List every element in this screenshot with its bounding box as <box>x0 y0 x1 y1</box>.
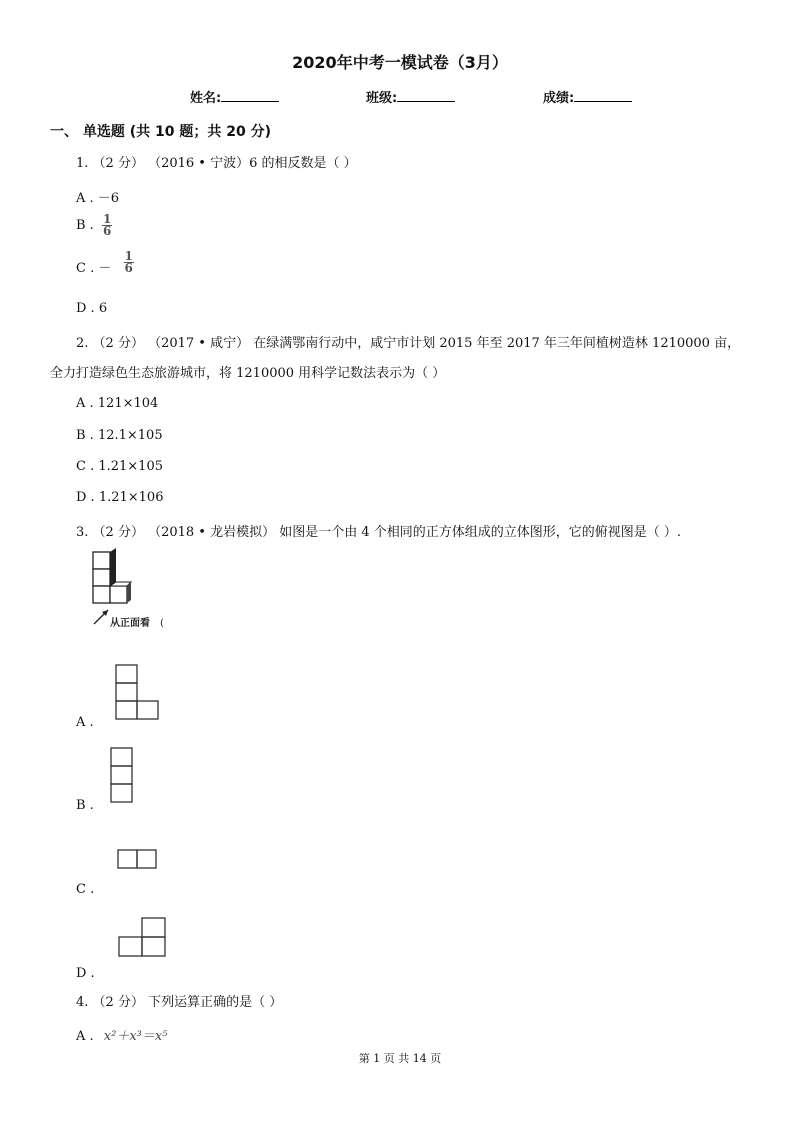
class-field <box>366 87 455 106</box>
q1-option-c <box>76 249 134 280</box>
q1-option-b-label: B . <box>76 218 94 233</box>
name-field <box>190 87 279 106</box>
q3-option-b: B . <box>76 798 94 813</box>
q2-stem-line1: 2. （2 分） （2017 • 咸宁） 在绿满鄂南行动中，咸宁市计划 2015 年至 2017 年三年间植树造林 1210000 亩， <box>76 336 741 351</box>
q3-option-c-figure <box>116 848 160 872</box>
fraction-denominator: 6 <box>124 261 133 275</box>
cube-face <box>93 552 110 569</box>
q4-option-a-label: A . <box>76 1029 94 1044</box>
figure-caption-mark: ( <box>160 618 164 629</box>
class-label: 班级: <box>366 91 398 106</box>
class-blank <box>397 89 455 102</box>
score-field <box>543 87 632 106</box>
q2-option-a: A . 121×104 <box>76 396 159 411</box>
name-blank <box>221 89 279 102</box>
q3-option-a-figure <box>114 663 162 723</box>
q1-option-b <box>76 214 112 237</box>
q2-option-b: B . 12.1×105 <box>76 428 163 443</box>
q3-option-c: C . <box>76 882 95 897</box>
q3-option-a: A . <box>76 715 94 730</box>
score-label: 成绩: <box>543 91 575 106</box>
q3-option-d-figure <box>116 916 170 960</box>
name-label: 姓名: <box>190 91 222 106</box>
score-blank <box>574 89 632 102</box>
q4-option-a-formula: x²＋x³＝x⁵ <box>103 1029 168 1044</box>
exam-title: 2020年中考一模试卷（3月） <box>292 53 508 72</box>
cube-face <box>110 586 127 603</box>
q3-option-d: D . <box>76 966 95 981</box>
cube-face <box>93 569 110 586</box>
cube-shadow-side <box>110 548 116 586</box>
figure-caption: 从正面看 <box>110 618 150 629</box>
q4-option-a <box>76 1025 167 1044</box>
q1-option-a: A . －6 <box>76 191 120 206</box>
q4-stem: 4. （2 分） 下列运算正确的是（ ） <box>76 995 283 1010</box>
page-footer: 第 1 页 共 14 页 <box>358 1052 442 1065</box>
fraction-denominator: 6 <box>102 224 112 238</box>
q1-option-d: D . 6 <box>76 301 108 316</box>
q2-option-d: D . 1.21×106 <box>76 490 164 505</box>
q1-fraction-b <box>102 214 112 237</box>
section-heading: 一、 单选题 (共 10 题；共 20 分) <box>50 124 272 140</box>
q2-stem-line2: 全力打造绿色生态旅游城市，将 1210000 用科学记数法表示为（ ） <box>50 366 446 381</box>
q3-3d-figure <box>88 548 172 636</box>
q1-option-c-label: C . － <box>76 261 112 276</box>
q1-fraction-c <box>124 251 134 274</box>
q3-option-b-figure <box>109 746 137 806</box>
q2-option-c: C . 1.21×105 <box>76 459 163 474</box>
q3-stem: 3. （2 分） （2018 • 龙岩模拟） 如图是一个由 4 个相同的正方体组成的立体图形，它的俯视图是（ ）. <box>76 525 682 540</box>
fraction-numerator: 1 <box>102 212 112 226</box>
cube-face <box>93 586 110 603</box>
q1-stem: 1. （2 分） （2016 • 宁波）6 的相反数是（ ） <box>76 156 357 171</box>
fraction-numerator: 1 <box>124 249 133 263</box>
